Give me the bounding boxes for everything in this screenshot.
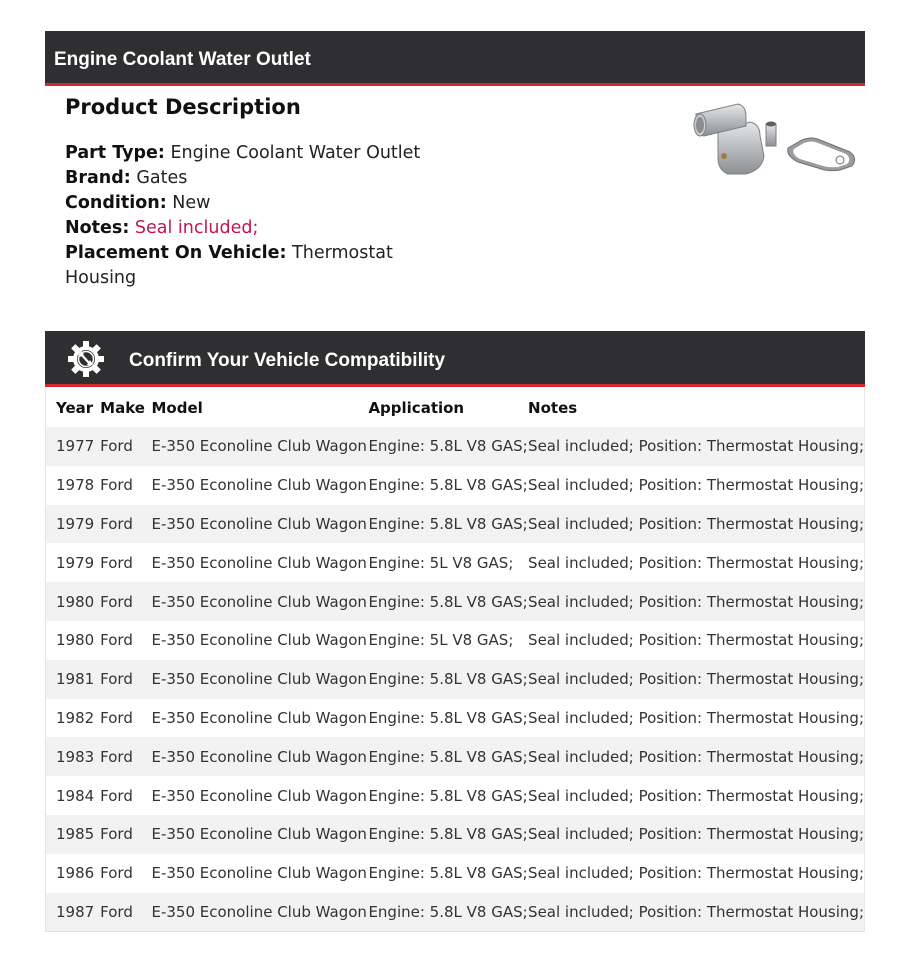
water-outlet-part-icon	[690, 96, 860, 182]
cell-model: E-350 Econoline Club Wagon	[151, 854, 368, 893]
cell-notes: Seal included; Position: Thermostat Housing;	[528, 427, 864, 466]
cell-notes: Seal included; Position: Thermostat Housing;	[528, 737, 864, 776]
cell-notes: Seal included; Position: Thermostat Housing;	[528, 893, 864, 932]
table-row	[46, 466, 864, 505]
cell-application: Engine: 5.8L V8 GAS;	[368, 582, 528, 621]
cell-notes: Seal included; Position: Thermostat Housing;	[528, 466, 864, 505]
cell-year: 1977	[46, 427, 100, 466]
cell-make: Ford	[100, 505, 151, 544]
cell-model: E-350 Econoline Club Wagon	[151, 427, 368, 466]
field-notes: Notes: Seal included;	[65, 218, 259, 238]
cell-make: Ford	[100, 776, 151, 815]
cell-model: E-350 Econoline Club Wagon	[151, 893, 368, 932]
column-header-year[interactable]: Year	[56, 398, 94, 417]
cell-application: Engine: 5.8L V8 GAS;	[368, 815, 528, 854]
cell-make: Ford	[100, 466, 151, 505]
cell-notes: Seal included; Position: Thermostat Housing;	[528, 699, 864, 738]
cell-application: Engine: 5.8L V8 GAS;	[368, 699, 528, 738]
product-description	[65, 92, 485, 291]
table-row	[46, 543, 864, 582]
cell-notes: Seal included; Position: Thermostat Housing;	[528, 543, 864, 582]
cell-notes: Seal included; Position: Thermostat Housing;	[528, 582, 864, 621]
table-row	[46, 854, 864, 893]
cell-application: Engine: 5.8L V8 GAS;	[368, 776, 528, 815]
cell-make: Ford	[100, 427, 151, 466]
cell-application: Engine: 5.8L V8 GAS;	[368, 466, 528, 505]
cell-model: E-350 Econoline Club Wagon	[151, 621, 368, 660]
column-header-application[interactable]: Application	[368, 398, 465, 417]
table-row	[46, 621, 864, 660]
field-placement: Placement On Vehicle: Thermostat Housing	[65, 243, 393, 288]
cell-make: Ford	[100, 621, 151, 660]
cell-year: 1980	[46, 582, 100, 621]
table-row	[46, 660, 864, 699]
cell-model: E-350 Econoline Club Wagon	[151, 699, 368, 738]
cell-notes: Seal included; Position: Thermostat Housing;	[528, 621, 864, 660]
cell-make: Ford	[100, 582, 151, 621]
cell-make: Ford	[100, 893, 151, 932]
cell-make: Ford	[100, 854, 151, 893]
compatibility-table	[45, 388, 865, 932]
cell-model: E-350 Econoline Club Wagon	[151, 582, 368, 621]
cell-application: Engine: 5.8L V8 GAS;	[368, 737, 528, 776]
cell-application: Engine: 5L V8 GAS;	[368, 543, 528, 582]
column-header-model[interactable]: Model	[151, 398, 203, 417]
cell-make: Ford	[100, 699, 151, 738]
cell-application: Engine: 5L V8 GAS;	[368, 621, 528, 660]
cell-year: 1981	[46, 660, 100, 699]
cell-year: 1983	[46, 737, 100, 776]
cell-notes: Seal included; Position: Thermostat Housing;	[528, 815, 864, 854]
column-header-make[interactable]: Make	[100, 398, 145, 417]
compatibility-banner	[45, 331, 865, 387]
field-part-type: Part Type: Engine Coolant Water Outlet	[65, 143, 421, 163]
cell-model: E-350 Econoline Club Wagon	[151, 776, 368, 815]
cell-model: E-350 Econoline Club Wagon	[151, 543, 368, 582]
cell-model: E-350 Econoline Club Wagon	[151, 466, 368, 505]
table-row	[46, 737, 864, 776]
cell-notes: Seal included; Position: Thermostat Housing;	[528, 776, 864, 815]
cell-year: 1987	[46, 893, 100, 932]
cell-make: Ford	[100, 815, 151, 854]
cell-make: Ford	[100, 543, 151, 582]
cell-notes: Seal included; Position: Thermostat Housing;	[528, 505, 864, 544]
cell-model: E-350 Econoline Club Wagon	[151, 737, 368, 776]
cell-year: 1986	[46, 854, 100, 893]
cell-model: E-350 Econoline Club Wagon	[151, 660, 368, 699]
table-row	[46, 582, 864, 621]
cell-notes: Seal included; Position: Thermostat Housing;	[528, 660, 864, 699]
cell-year: 1980	[46, 621, 100, 660]
cell-application: Engine: 5.8L V8 GAS;	[368, 505, 528, 544]
cell-year: 1982	[46, 699, 100, 738]
cell-year: 1984	[46, 776, 100, 815]
cell-model: E-350 Econoline Club Wagon	[151, 815, 368, 854]
cell-application: Engine: 5.8L V8 GAS;	[368, 660, 528, 699]
cell-notes: Seal included; Position: Thermostat Housing;	[528, 854, 864, 893]
product-title-banner	[45, 31, 865, 86]
cell-year: 1979	[46, 505, 100, 544]
table-row	[46, 815, 864, 854]
field-brand: Brand: Gates	[65, 168, 188, 188]
cell-application: Engine: 5.8L V8 GAS;	[368, 854, 528, 893]
table-row	[46, 427, 864, 466]
compatibility-title: Confirm Your Vehicle Compatibility	[129, 350, 446, 371]
gear-wrench-icon	[67, 340, 105, 378]
description-heading: Product Description	[65, 95, 301, 119]
cell-make: Ford	[100, 737, 151, 776]
table-row	[46, 776, 864, 815]
table-row	[46, 699, 864, 738]
table-header-row	[46, 388, 864, 427]
table-row	[46, 893, 864, 932]
cell-year: 1978	[46, 466, 100, 505]
cell-year: 1979	[46, 543, 100, 582]
cell-model: E-350 Econoline Club Wagon	[151, 505, 368, 544]
cell-make: Ford	[100, 660, 151, 699]
cell-application: Engine: 5.8L V8 GAS;	[368, 893, 528, 932]
table-row	[46, 505, 864, 544]
cell-application: Engine: 5.8L V8 GAS;	[368, 427, 528, 466]
product-title: Engine Coolant Water Outlet	[54, 49, 311, 70]
column-header-notes[interactable]: Notes	[528, 398, 578, 417]
field-condition: Condition: New	[65, 193, 211, 213]
product-image	[690, 96, 860, 182]
description-fields	[65, 141, 485, 291]
cell-year: 1985	[46, 815, 100, 854]
